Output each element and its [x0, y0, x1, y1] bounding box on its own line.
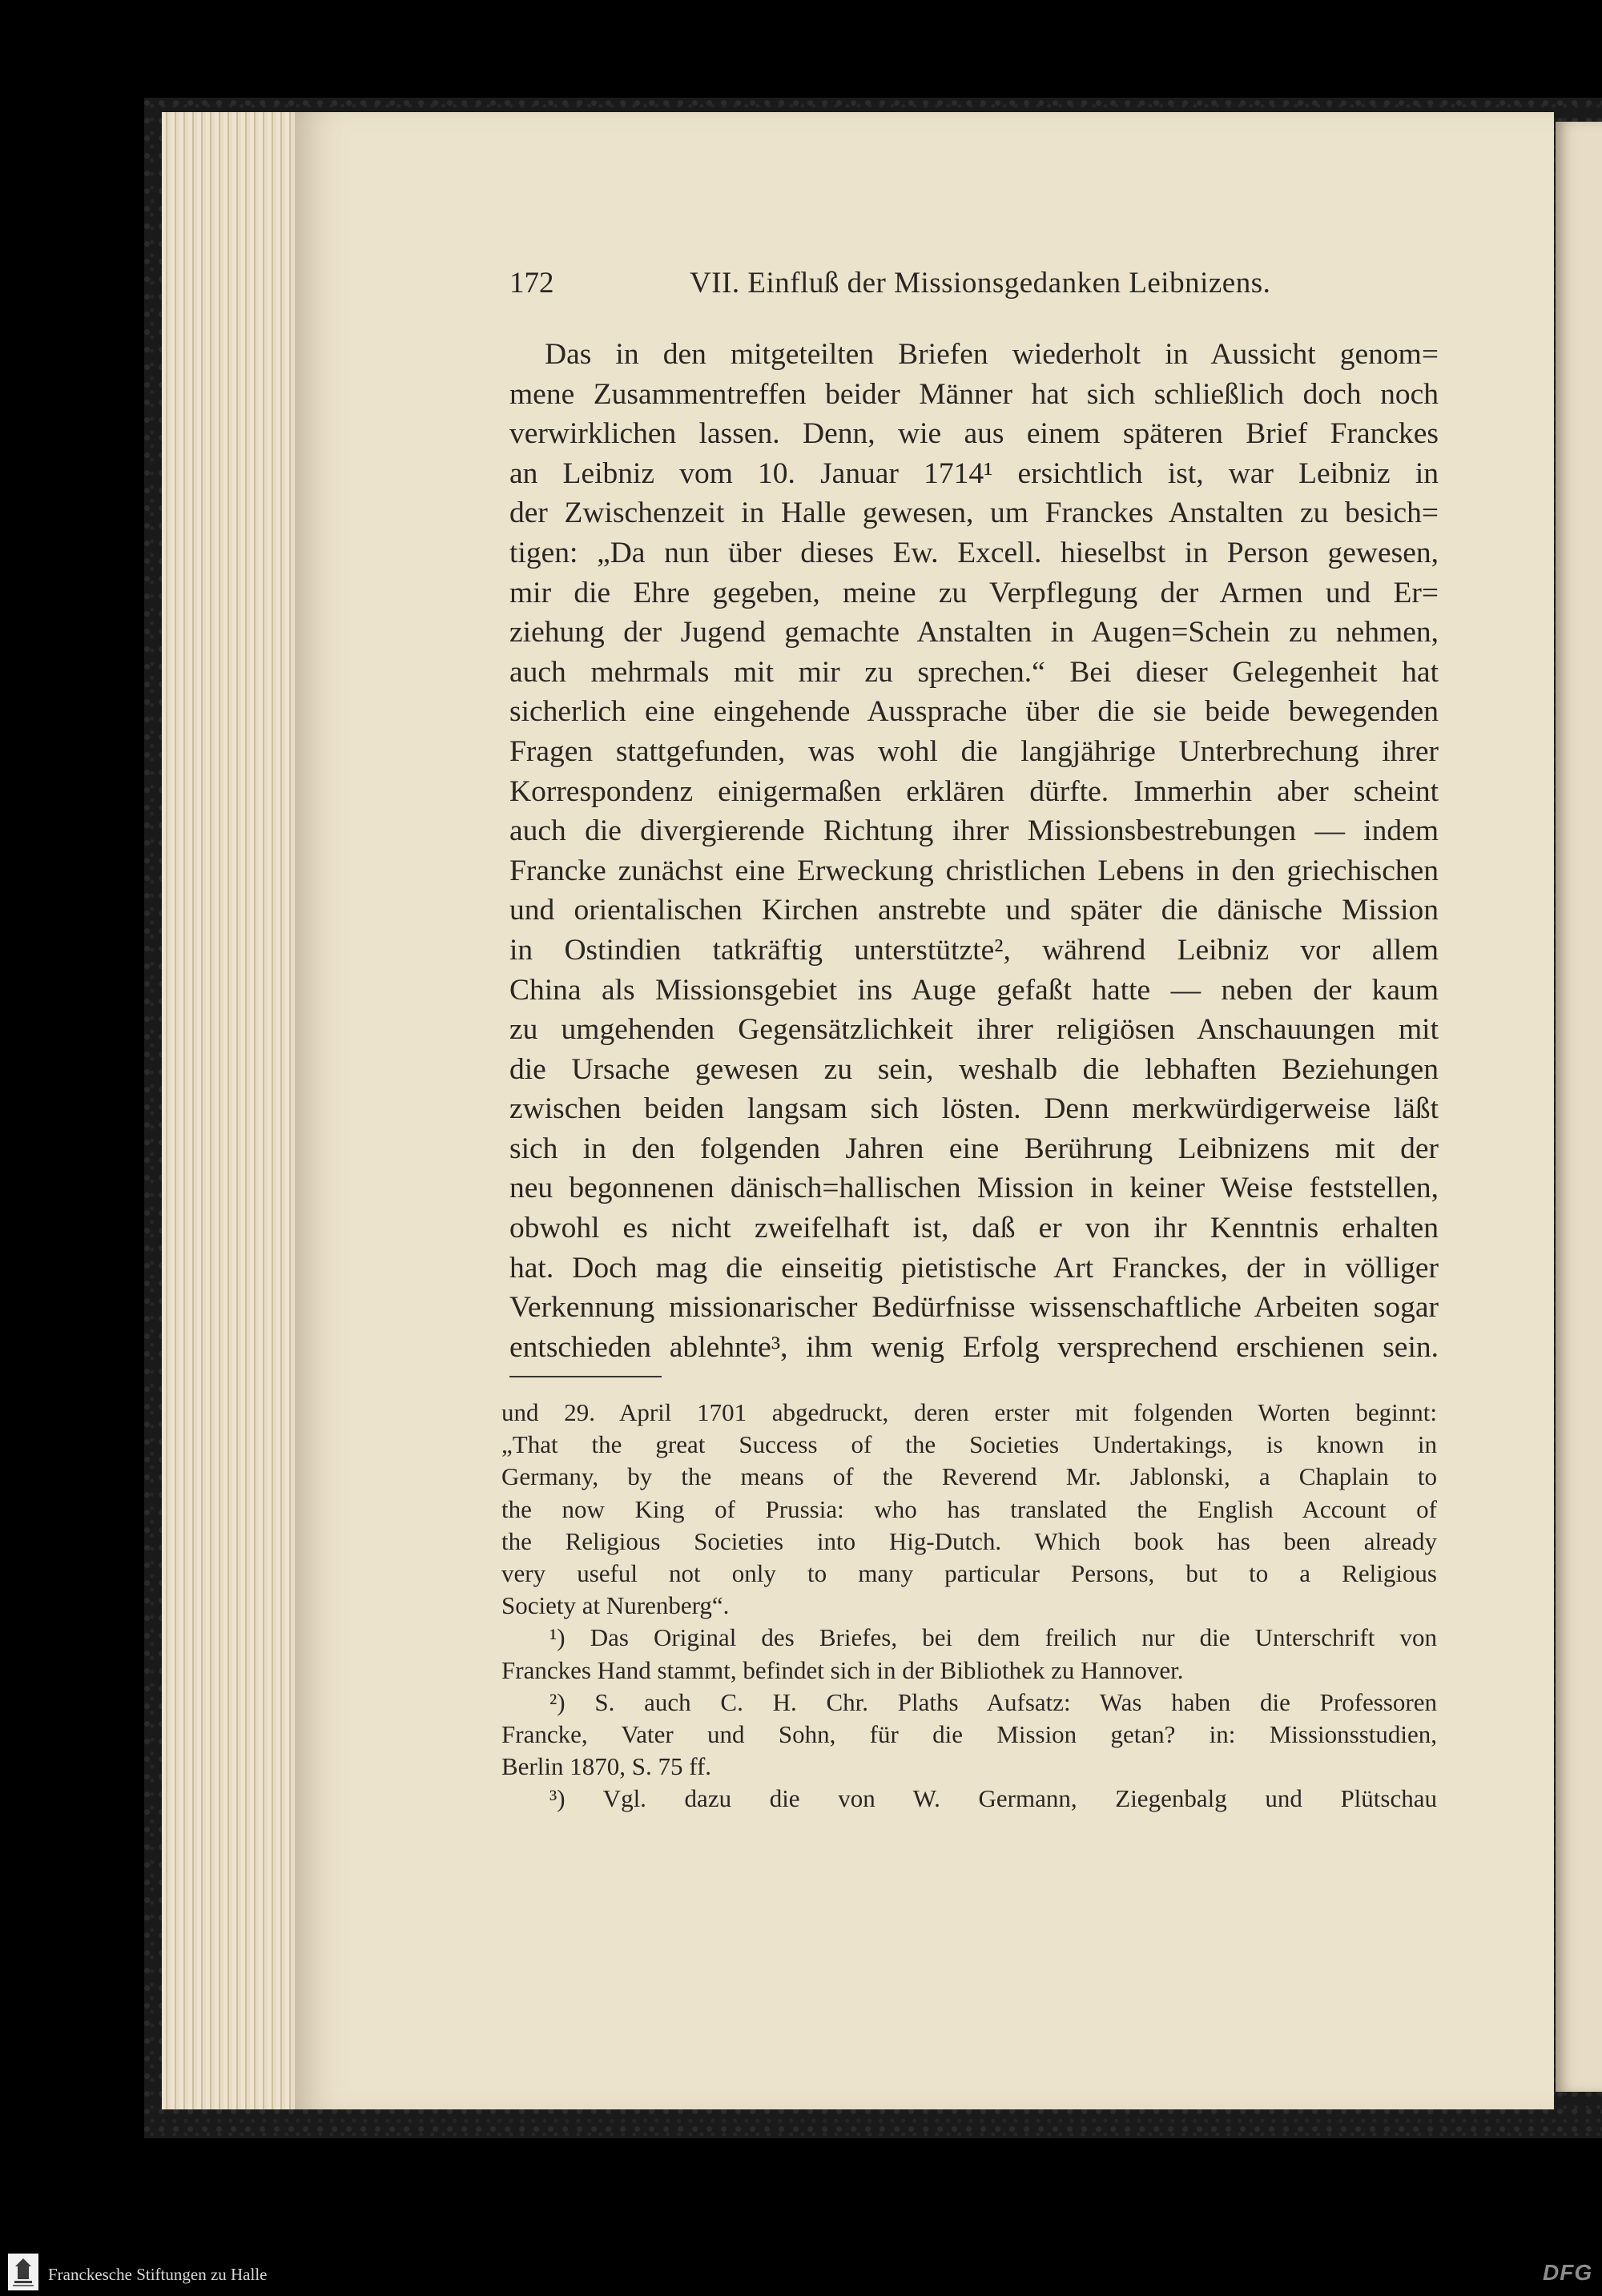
- footnote-line: Franckes Hand stammt, befindet sich in der Bibliothek zu Hannover.: [501, 1655, 1184, 1684]
- text-line: mene Zusammentreffen beider Männer hat sich schließlich doch noch: [509, 377, 1439, 411]
- text-line: an Leibniz vom 10. Januar 1714¹ ersichtlich ist, war Leibniz in: [509, 456, 1439, 490]
- body-text: [509, 335, 1439, 1367]
- running-head: VII. Einfluß der Missionsgedanken Leibnizens.: [690, 267, 1271, 300]
- text-line: Korrespondenz einigermaßen erklären dürfte. Immerhin aber scheint: [509, 774, 1439, 808]
- text-line: die Ursache gewesen zu sein, weshalb die lebhaften Beziehungen: [509, 1052, 1439, 1086]
- footnote-line: Berlin 1870, S. 75 ff.: [501, 1752, 712, 1781]
- text-line: Francke zunächst eine Erweckung christlichen Lebens in den griechischen: [509, 854, 1439, 887]
- page-number: 172: [509, 267, 554, 300]
- footnote-line: und 29. April 1701 abgedruckt, deren erster mit folgenden Worten beginnt:: [501, 1398, 1437, 1426]
- text-line: ziehung der Jugend gemachte Anstalten in Augen=Schein zu nehmen,: [509, 616, 1439, 649]
- text-line: auch die divergierende Richtung ihrer Missionsbestrebungen — indem: [509, 814, 1439, 848]
- footnote-3: ³) Vgl. dazu die von W. Germann, Ziegenbalg und Plütschau: [549, 1784, 1437, 1813]
- institution-name: Franckesche Stiftungen zu Halle: [48, 2265, 268, 2284]
- footnote-line: the Religious Societies into Hig-Dutch. Which book has been already: [501, 1526, 1437, 1555]
- text-line: zu umgehenden Gegensätzlichkeit ihrer religiösen Anschauungen mit: [509, 1013, 1439, 1047]
- footnote-line: „That the great Success of the Societies Undertakings, is known in: [501, 1430, 1437, 1459]
- text-line: entschieden ablehnte³, ihm wenig Erfolg versprechend erschienen sein.: [509, 1330, 1439, 1364]
- text-line: in Ostindien tatkräftig unterstützte², während Leibniz vor allem: [509, 933, 1439, 967]
- text-line: mir die Ehre gegeben, meine zu Verpflegung der Armen und Er=: [509, 576, 1439, 609]
- text-line: neu begonnenen dänisch=hallischen Mission in keiner Weise feststellen,: [509, 1172, 1439, 1205]
- footnote-separator: [509, 1376, 662, 1377]
- institution-logo: [8, 2254, 38, 2290]
- footnote-line: the now King of Prussia: who has translated the English Account of: [501, 1494, 1437, 1523]
- text-line: verwirklichen lassen. Denn, wie aus einem späteren Brief Franckes: [509, 417, 1439, 451]
- text-line: China als Missionsgebiet ins Auge gefaßt hatte — neben der kaum: [509, 973, 1439, 1007]
- footnotes: [501, 1397, 1437, 1815]
- text-line: Fragen stattgefunden, was wohl die langjährige Unterbrechung ihrer: [509, 734, 1439, 768]
- footnote-1: ¹) Das Original des Briefes, bei dem freilich nur die Unterschrift von: [549, 1623, 1437, 1652]
- text-line: der Zwischenzeit in Halle gewesen, um Franckes Anstalten zu besich=: [509, 497, 1439, 530]
- footnote-line: Germany, by the means of the Reverend Mr. Jablonski, a Chaplain to: [501, 1462, 1437, 1491]
- text-line: auch mehrmals mit mir zu sprechen.“ Bei dieser Gelegenheit hat: [509, 655, 1439, 689]
- footnote-line: Society at Nurenberg“.: [501, 1591, 730, 1620]
- footnote-2: ²) S. auch C. H. Chr. Plaths Aufsatz: Was haben die Professoren: [549, 1687, 1437, 1716]
- page-header: [509, 266, 1439, 306]
- text-line: sich in den folgenden Jahren eine Berührung Leibnizens mit der: [509, 1132, 1439, 1165]
- text-line: zwischen beiden langsam sich lösten. Denn merkwürdigerweise läßt: [509, 1092, 1439, 1126]
- text-line: und orientalischen Kirchen anstrebte und später die dänische Mission: [509, 894, 1439, 927]
- page-stack-edges: [162, 112, 296, 2109]
- footnote-line: Francke, Vater und Sohn, für die Mission getan? in: Missionsstudien,: [501, 1719, 1437, 1748]
- facing-page-edge: [1556, 122, 1602, 2092]
- text-line: tigen: „Da nun über dieses Ew. Excell. hieselbst in Person gewesen,: [509, 536, 1439, 569]
- dfg-logo: DFG: [1543, 2260, 1593, 2285]
- footnote-line: very useful not only to many particular Persons, but to a Religious: [501, 1558, 1437, 1587]
- text-line: hat. Doch mag die einseitig pietistische Art Franckes, der in völliger: [509, 1251, 1439, 1285]
- text-line: Das in den mitgeteilten Briefen wiederholt in Aussicht genom=: [545, 338, 1439, 371]
- text-line: obwohl es nicht zweifelhaft ist, daß er von ihr Kenntnis erhalten: [509, 1212, 1439, 1245]
- text-line: Verkennung missionarischer Bedürfnisse wissenschaftliche Arbeiten sogar: [509, 1291, 1439, 1325]
- text-line: sicherlich eine eingehende Aussprache über die sie beide bewegenden: [509, 695, 1439, 729]
